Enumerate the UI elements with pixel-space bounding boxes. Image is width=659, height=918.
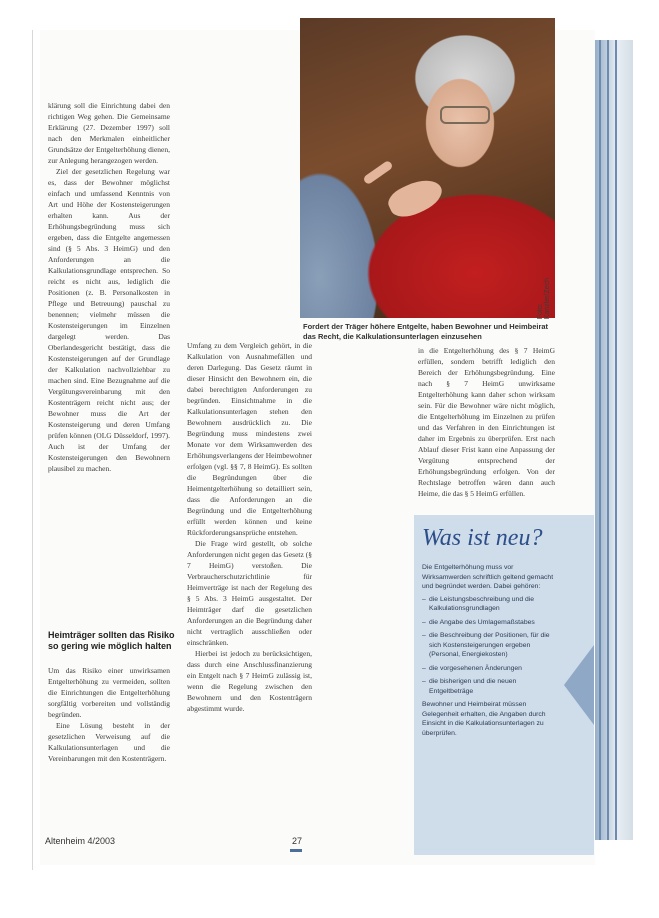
paragraph: in die Entgelterhöhung des § 7 HeimG erfüllen, sondern betrifft lediglich den Bereich der Erhöhungsbegründung. Eine nach § 7 HeimG unwirksame Entgelterhöhung kann daher schon wirksam sein. Für die Bewohner wäre nicht möglich, die Entgelterhöhung im Einzelnen zu prüfen und das Verfahren in den Einrichtungen ist daher im Ergebnis zu überprüfen. Erst nach Ablauf dieser Frist kann eine Anpassung der Vergütung entsprechend der Erhöhungsbegründung erfolgen. Von der Rechtslage betroffen wären dann auch Heime, die das § 5 HeimG erfüllen. <box>418 346 555 498</box>
binding-edge <box>593 40 633 840</box>
pointing-finger <box>362 160 393 186</box>
scan-edge <box>32 30 33 870</box>
info-box-list <box>422 595 562 697</box>
binding-stripe <box>599 40 601 840</box>
raised-hand <box>384 173 447 223</box>
column-2 <box>187 340 312 835</box>
page-number-rule <box>290 849 302 852</box>
column-1-lower <box>48 665 170 835</box>
binding-stripe <box>615 40 617 840</box>
info-box-outro: Bewohner und Heimbeirat müssen Gelegenheit erhalten, die Angaben durch Einsicht in die Kalkulationsunterlagen zu überprüfen. <box>422 701 546 737</box>
info-box-intro: Die Entgelterhöhung muss vor Wirksamwerden schriftlich geltend gemacht und begründet werden. Dabei gehören: <box>422 564 554 590</box>
paragraph: Um das Risiko einer unwirksamen Entgelterhöhung zu vermeiden, sollten die Einrichtungen die Entgelterhöhung sorgfältig vorbereiten und vollständig begründen. <box>48 666 170 719</box>
paragraph: Umfang zu dem Vergleich gehört, in die Kalkulation von Ausnahmefällen und deren Darlegung. Das Gesetz räumt in dieser Hinsicht den Bewohnern ein, die dabei berechtigten Anforderungen zu begründen. Einsichtnahme in die Kalkulationsunterlagen stehen den Bewohnern ausdrücklich zu. Die Begründung muss mindestens zwei Monate vor dem Wirksamwerden des Erhöhungsverlangens der Heimbewohner erfolgen (vgl. §§ 7, 8 HeimG). Es sollten die Begründungen über die Heimentgelterhöhung so detailliert sein, dass die Anforderungen an die Begründung und die Entgelterhöhung erfüllt werden können und keine Rückforderungsansprüche entstehen. <box>187 341 312 537</box>
glasses-detail <box>440 106 490 124</box>
info-box-body <box>422 563 562 738</box>
binding-stripe <box>607 40 609 840</box>
paragraph: Ziel der gesetzlichen Regelung war es, dass der Bewohner möglichst einfach und umfassend Kenntnis von Art und Höhe der Kostensteigerungen erhalten kann. Aus der Erhöhungsbegründung muss sich ergeben, dass die Entgelte angemessen sind (§ 5 Abs. 3 HeimG) und den Anforderungen an die Kalkulationsgrundlage entsprechen. So reicht es nicht aus, lediglich die Positionen (z. B. Personalkosten in Pflege und Betreuung) pauschal zu benennen; vielmehr müssen die Kostensteigerungen im Einzelnen dargelegt werden. Das Oberlandesgericht bestätigt, dass die Kostensteigerungen auf der Grundlage der Kalkulation nachvollziehbar zu machen sind. Eine Bezugnahme auf die Vergütungsvereinbarung mit den Kostenträgern reicht nicht aus; der Bewohner muss die Art der Kostensteigerung und deren Umfang prüfen können (OLG Düsseldorf, 1997). Auch ist der Umfang der Kostensteigerungen den Bewohnern plausibel zu machen. <box>48 167 170 473</box>
paragraph: Eine Lösung besteht in der gesetzlichen Verweisung auf die Kalkulationsunterlagen und die Vereinbarungen mit den Kostenträgern. <box>48 721 170 763</box>
list-item: – die Beschreibung der Positionen, für die sich Kostensteigerungen ergeben (Personal, Energiekosten) <box>422 631 562 660</box>
list-item: – die Angabe des Umlagemaßstabes <box>422 618 562 628</box>
info-box-title: Was ist neu? <box>422 525 543 551</box>
list-item: – die Leistungsbeschreibung und die Kalkulationsgrundlagen <box>422 595 562 614</box>
column-3 <box>418 345 555 510</box>
list-item: – die bisherigen und die neuen Entgeltbeträge <box>422 677 562 696</box>
paragraph: Die Frage wird gestellt, ob solche Anforderungen nicht gegen das Gesetz (§ 7 HeimG) verstoßen. Die Verbraucherschutzrichtlinie für Heimverträge ist nach der Regelung des § 5 Abs. 3 HeimG ausgestaltet. Der Heimträger darf die gesetzlichen Anforderungen an die Begründung daher nicht vertraglich ausschließen oder einschränken. <box>187 539 312 647</box>
page-number: 27 <box>292 836 303 846</box>
photo-credit: Foto: Kanzler/Zech <box>537 277 551 320</box>
list-item: – die vorgesehenen Änderungen <box>422 664 562 674</box>
column-1 <box>48 100 170 650</box>
triangle-marker-icon <box>564 645 594 725</box>
article-photo <box>300 18 555 318</box>
paragraph: Hierbei ist jedoch zu berücksichtigen, dass durch eine Anschlussfinanzierung ein Entgelt nach § 7 HeimG zulässig ist, wenn die Regelung zwischen den Bewohnern und den Kostenträgern abgestimmt wurde. <box>187 649 312 713</box>
magazine-issue: Altenheim 4/2003 <box>45 836 116 846</box>
photo-caption: Fordert der Träger höhere Entgelte, haben Bewohner und Heimbeirat das Recht, die Kalkulationsunterlagen einzusehen <box>303 322 549 341</box>
section-subhead: Heimträger sollten das Risiko so gering wie möglich halten <box>48 630 175 651</box>
info-box <box>414 515 594 855</box>
paragraph: klärung soll die Einrichtung dabei den richtigen Weg gehen. Die Gemeinsame Erklärung (27. Dezember 1997) soll nach den Merkmalen einheitlicher Grundsätze der Entgelterhöhung dienen, zur Anlegung herangezogen werden. <box>48 101 170 165</box>
